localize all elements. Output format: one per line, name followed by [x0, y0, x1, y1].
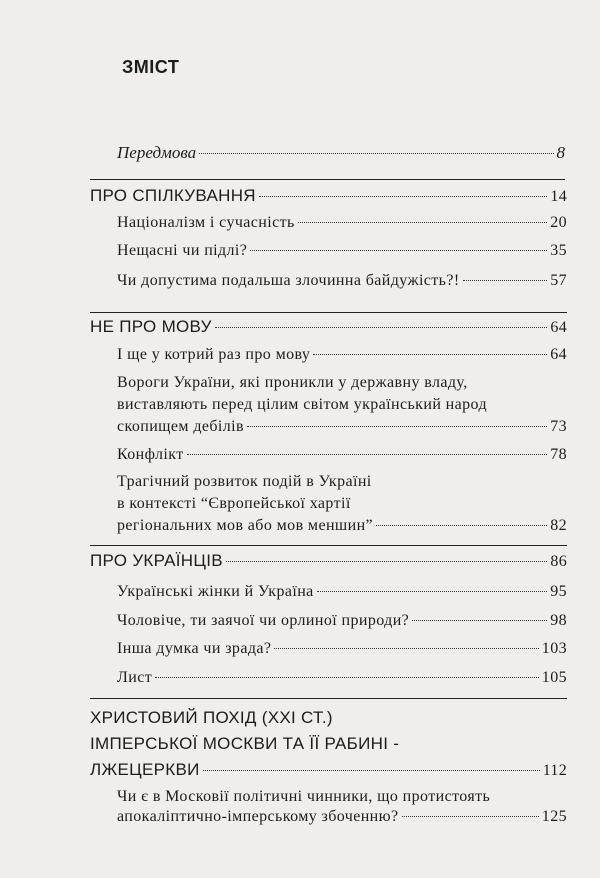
toc-section-crusade[interactable] — [90, 760, 567, 780]
section-divider — [90, 545, 567, 546]
toc-entry-title: апокаліптично-імперському збоченню? — [117, 808, 399, 825]
dot-leader — [203, 770, 540, 771]
toc-section-line: ІМПЕРСЬКОЇ МОСКВИ ТА ЇЇ РАБИНІ - — [90, 734, 400, 753]
dot-leader — [215, 327, 548, 328]
toc-entry-page: 103 — [541, 640, 567, 657]
toc-entry-title: скопищем дебілів — [117, 418, 244, 435]
toc-section-page: 64 — [550, 319, 567, 336]
toc-entry-page: 125 — [541, 808, 567, 825]
toc-entry[interactable] — [117, 214, 567, 232]
dot-leader — [313, 354, 547, 355]
toc-entry[interactable] — [117, 446, 567, 464]
toc-section-title: НЕ ПРО МОВУ — [90, 317, 212, 336]
toc-entry-page: 57 — [550, 272, 567, 289]
dot-leader — [376, 525, 547, 526]
toc-entry-line: в контексті “Європейської хартії — [117, 495, 351, 512]
toc-entry[interactable] — [117, 242, 567, 260]
toc-entry-title: Лист — [117, 669, 153, 686]
toc-entry-page: 8 — [556, 143, 565, 162]
toc-section-not-language[interactable] — [90, 317, 567, 337]
toc-entry-line: Чи є в Московії політичні чинники, що протистоять — [117, 788, 491, 805]
toc-entry[interactable] — [117, 669, 567, 687]
toc-section-line: ХРИСТОВИЙ ПОХІД (ХХІ СТ.) — [90, 708, 333, 727]
toc-entry[interactable] — [117, 612, 567, 630]
section-divider — [90, 312, 567, 313]
dot-leader — [250, 250, 547, 251]
toc-entry-title: Націоналізм і сучасність — [117, 214, 295, 231]
toc-entry-page: 98 — [550, 612, 567, 629]
dot-leader — [155, 677, 539, 678]
toc-entry-page: 105 — [541, 669, 567, 686]
section-divider — [90, 179, 565, 180]
toc-entry[interactable] — [117, 517, 567, 535]
toc-entry-page: 35 — [550, 242, 567, 259]
toc-entry-line: Трагічний розвиток подій в Україні — [117, 473, 372, 490]
toc-entry[interactable] — [117, 272, 567, 290]
toc-section-page: 86 — [550, 553, 567, 570]
toc-entry[interactable] — [117, 583, 567, 601]
toc-section-title: ЛЖЕЦЕРКВИ — [90, 760, 200, 779]
toc-section-page: 112 — [542, 762, 567, 779]
toc-entry-line: Вороги України, які проникли у державну владу, — [117, 374, 468, 391]
toc-entry-page: 78 — [550, 446, 567, 463]
toc-section-page: 14 — [550, 188, 567, 205]
dot-leader — [412, 620, 547, 621]
toc-entry-page: 64 — [550, 346, 567, 363]
dot-leader — [463, 280, 548, 281]
dot-leader — [402, 816, 539, 817]
dot-leader — [247, 426, 547, 427]
toc-entry-page: 95 — [550, 583, 567, 600]
dot-leader — [199, 153, 553, 154]
dot-leader — [226, 561, 547, 562]
toc-entry-title: Нещасні чи підлі? — [117, 242, 248, 259]
toc-section-title: ПРО СПІЛКУВАННЯ — [90, 186, 256, 205]
toc-entry-title: Конфлікт — [117, 446, 184, 463]
toc-section-ukrainians[interactable] — [90, 551, 567, 571]
toc-entry-line: виставляють перед цілим світом український народ — [117, 396, 488, 413]
section-divider — [90, 698, 567, 699]
dot-leader — [317, 591, 547, 592]
toc-entry-title: Передмова — [117, 143, 197, 162]
toc-entry[interactable] — [117, 346, 567, 364]
toc-entry[interactable] — [117, 418, 567, 436]
toc-entry-title: Інша думка чи зрада? — [117, 640, 272, 657]
toc-section-communication[interactable] — [90, 186, 567, 206]
toc-entry-title: І ще у котрий раз про мову — [117, 346, 311, 363]
toc-entry[interactable] — [117, 640, 567, 658]
toc-entry-title: Чи допустима подальша злочинна байдужість?! — [117, 272, 460, 289]
toc-entry-title: регіональних мов або мов меншин” — [117, 517, 374, 534]
toc-section-title: ПРО УКРАЇНЦІВ — [90, 551, 223, 570]
toc-entry-page: 20 — [550, 214, 567, 231]
dot-leader — [187, 454, 548, 455]
toc-entry-title: Українські жінки й Україна — [117, 583, 314, 600]
toc-entry-title: Чоловіче, ти заячої чи орлиної природи? — [117, 612, 410, 629]
dot-leader — [274, 648, 538, 649]
dot-leader — [298, 222, 547, 223]
toc-entry-preface[interactable] — [117, 143, 565, 163]
toc-heading: ЗМІСТ — [122, 57, 180, 77]
toc-entry-page: 73 — [550, 418, 567, 435]
toc-entry-page: 82 — [550, 517, 567, 534]
toc-entry[interactable] — [117, 808, 567, 826]
dot-leader — [259, 196, 548, 197]
